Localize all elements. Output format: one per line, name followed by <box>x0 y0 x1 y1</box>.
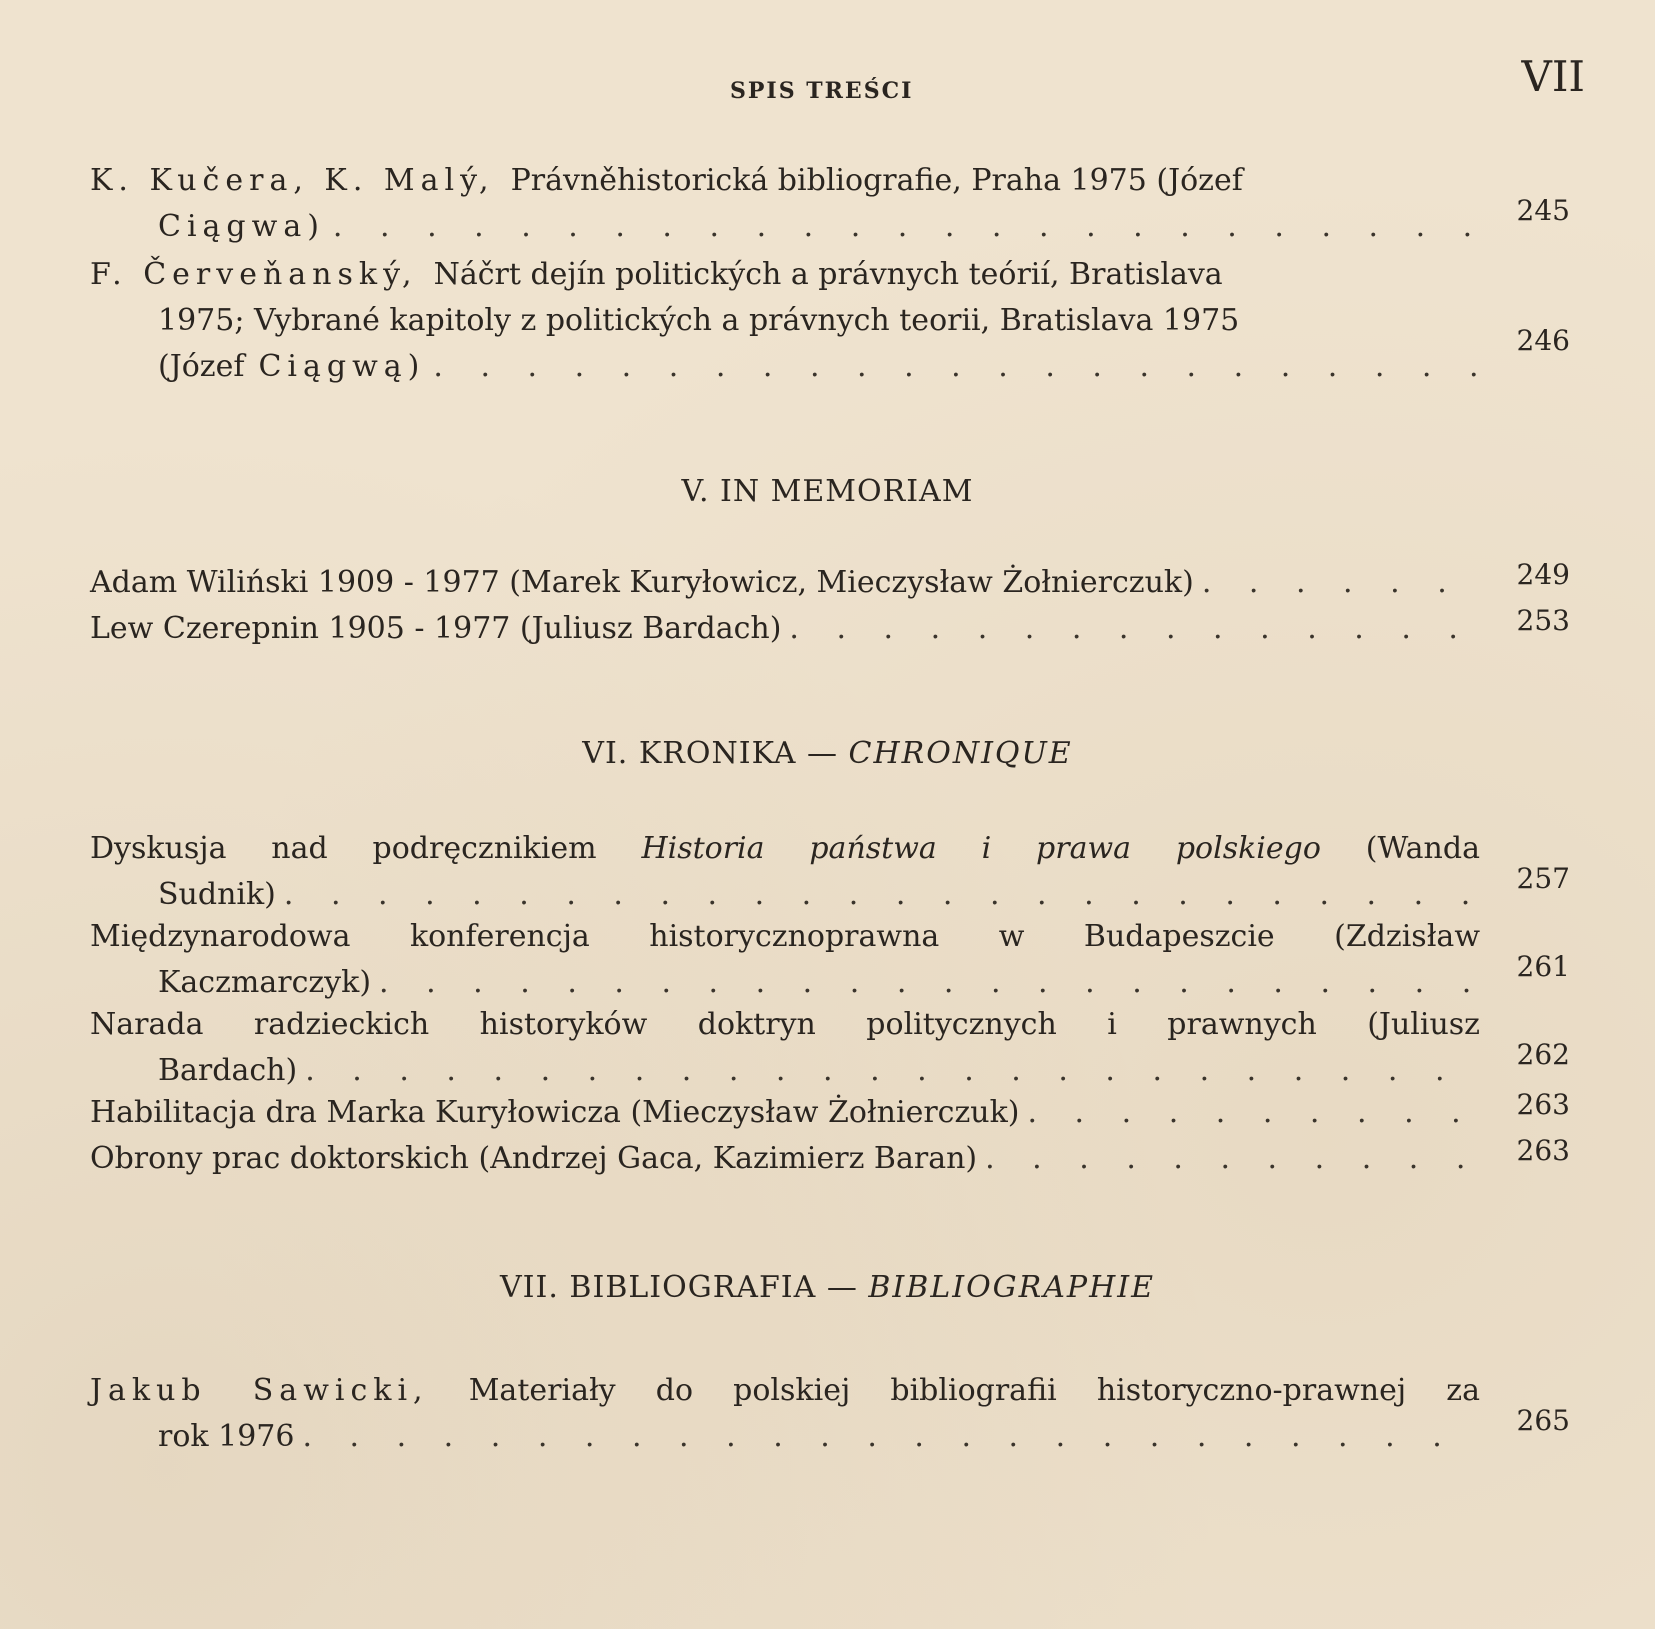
entry-text: Dyskusja nad podręcznikiem <box>90 831 597 866</box>
entry-text: rok 1976 <box>158 1419 295 1454</box>
entry-text: Międzynarodowa konferencja historycznoprawna w Budapeszcie (Zdzisław <box>90 919 1480 954</box>
entry-text: Lew Czerepnin 1905 - 1977 (Juliusz Bardach) <box>90 611 782 646</box>
toc-entry-czerepnin <box>90 604 1570 652</box>
entry-text: Obrony prac doktorskich (Andrzej Gaca, Kazimierz Baran) <box>90 1141 978 1176</box>
leader-dots <box>1027 1090 1480 1136</box>
entry-line <box>90 1048 1480 1094</box>
toc-entry-obrony <box>90 1134 1570 1182</box>
toc-entry-habilitacja <box>90 1088 1570 1136</box>
entry-author: Jakub Sawicki, <box>90 1373 429 1408</box>
entry-line <box>90 914 1480 960</box>
entry-page: 263 <box>1516 1088 1570 1121</box>
toc-entry-cervenansky <box>90 252 1570 390</box>
section-title: VII. BIBLIOGRAFIA — <box>499 1270 858 1305</box>
entry-page: 261 <box>1516 950 1570 983</box>
entry-line <box>90 826 1480 872</box>
entry-page: 249 <box>1516 558 1570 591</box>
running-head: SPIS TREŚCI <box>730 78 914 104</box>
toc-entry-sawicki <box>90 1368 1570 1460</box>
section-title-italic: BIBLIOGRAPHIE <box>868 1270 1155 1305</box>
entry-reviewer: Ciągwa) <box>158 209 325 244</box>
entry-title: Materiały do polskiej bibliografii historyczno-prawnej za <box>468 1373 1480 1408</box>
section-heading-vii <box>0 1270 1655 1305</box>
entry-line <box>90 158 1480 204</box>
entry-title: Právněhistorická bibliografie, Praha 1975 (Józef <box>510 163 1243 198</box>
leader-dots <box>333 204 1480 250</box>
entry-line <box>90 872 1480 918</box>
entry-line <box>90 560 1480 606</box>
entry-line <box>90 1414 1480 1460</box>
entry-text: Habilitacja dra Marka Kuryłowicza (Mieczysław Żołnierczuk) <box>90 1095 1020 1130</box>
section-title: VI. KRONIKA — <box>582 736 838 771</box>
section-title-italic: CHRONIQUE <box>848 736 1073 771</box>
entry-line <box>90 1002 1480 1048</box>
entry-page: 265 <box>1516 1404 1570 1437</box>
entry-page: 263 <box>1516 1134 1570 1167</box>
toc-entry-dyskusja <box>90 826 1570 918</box>
entry-page: 253 <box>1516 604 1570 637</box>
leader-dots <box>302 1414 1480 1460</box>
entry-page: 257 <box>1516 862 1570 895</box>
toc-entry-narada <box>90 1002 1570 1094</box>
entry-line <box>90 344 1480 390</box>
entry-line <box>90 298 1480 344</box>
entry-reviewer: Ciągwą) <box>258 349 426 384</box>
entry-line <box>90 1368 1480 1414</box>
entry-page: 245 <box>1516 194 1570 227</box>
entry-line <box>90 1090 1480 1136</box>
entry-text: Adam Wiliński 1909 - 1977 (Marek Kuryłowicz, Mieczysław Żołnierczuk) <box>90 565 1194 600</box>
entry-title-italic: Historia państwa i prawa polskiego <box>641 831 1321 866</box>
entry-line <box>90 252 1480 298</box>
entry-text: Bardach) <box>158 1053 298 1088</box>
entry-line <box>90 204 1480 250</box>
toc-entry-wilinski <box>90 558 1570 606</box>
leader-dots <box>433 344 1480 390</box>
section-heading-v: V. IN MEMORIAM <box>681 474 974 509</box>
entry-reviewer-pre: (Józef <box>158 349 245 384</box>
entry-author: F. Červeňanský, <box>90 257 418 292</box>
toc-entry-kucera <box>90 158 1570 250</box>
leader-dots <box>305 1048 1480 1094</box>
section-heading-vi <box>0 736 1655 771</box>
page-number-roman: VII <box>1521 52 1585 101</box>
leader-dots <box>985 1136 1480 1182</box>
entry-page: 246 <box>1516 324 1570 357</box>
entry-line <box>90 606 1480 652</box>
entry-text: (Wanda <box>1365 831 1480 866</box>
leader-dots <box>379 960 1480 1006</box>
entry-title-cont: 1975; Vybrané kapitoly z politických a právnych teorii, Bratislava 1975 <box>158 303 1240 338</box>
toc-entry-miedzynarodowa <box>90 914 1570 1006</box>
entry-line <box>90 1136 1480 1182</box>
entry-author: K. Kučera, K. Malý, <box>90 163 495 198</box>
entry-line <box>90 960 1480 1006</box>
entry-text: Narada radzieckich historyków doktryn politycznych i prawnych (Juliusz <box>90 1007 1480 1042</box>
entry-text: Kaczmarczyk) <box>158 965 372 1000</box>
leader-dots <box>1202 560 1480 606</box>
leader-dots <box>284 872 1480 918</box>
entry-text: Sudnik) <box>158 877 276 912</box>
entry-page: 262 <box>1516 1038 1570 1071</box>
entry-title: Náčrt dejín politických a právnych teórií, Bratislava <box>433 257 1223 292</box>
leader-dots <box>789 606 1480 652</box>
